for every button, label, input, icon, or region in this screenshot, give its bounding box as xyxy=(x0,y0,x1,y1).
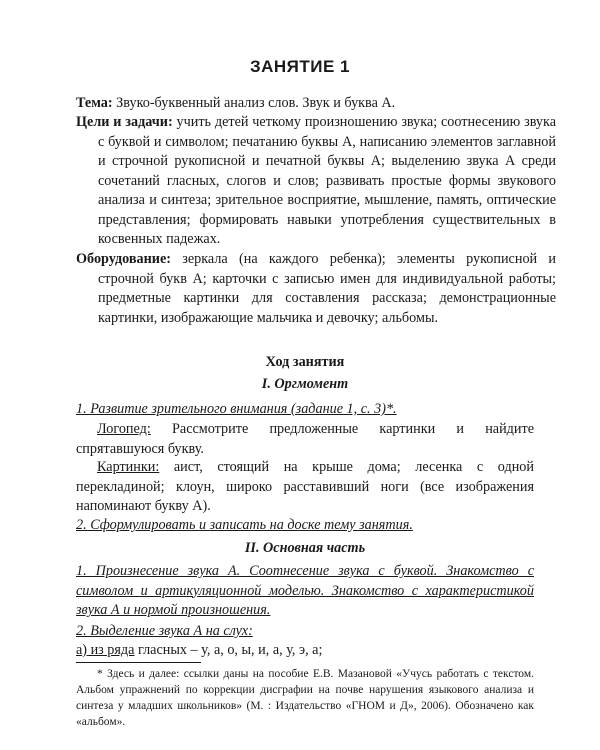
sound-pronunciation-task: 1. Произнесение звука А. Соотнесение звука с буквой. Знакомство с символом и артикуляционной моделью. Знакомство с характеристикой звука А и нормой произношения. xyxy=(76,563,534,618)
goals-label: Цели и задачи: xyxy=(76,114,173,130)
equipment-text: зеркала (на каждого ребенка); элементы рукописной и строчной букв А; карточки с записью имен для индивидуальной работы; предметные картинки для составления рассказа; демонстрационные картинки, изображающие мальчика и девочку; альбомы. xyxy=(98,251,556,326)
topic-paragraph xyxy=(76,94,556,114)
pictures-label: Картинки: xyxy=(97,459,160,475)
equipment-paragraph xyxy=(76,250,556,328)
speech-therapist-text: Рассмотрите предложенные картинки и найдите спрятавшуюся букву. xyxy=(76,421,534,457)
formulate-topic-task: 2. Сформулировать и записать на доске тему занятия. xyxy=(76,517,413,533)
section-2-item-1 xyxy=(76,562,534,621)
pictures-paragraph xyxy=(76,458,534,517)
goals-paragraph xyxy=(76,113,556,250)
section-1-item-2 xyxy=(76,516,534,536)
page-title: ЗАНЯТИЕ 1 xyxy=(249,57,351,76)
footnote-rule xyxy=(76,662,201,663)
visual-attention-task: 1. Развитие зрительного внимания (задание 1, с. 3)*. xyxy=(76,401,397,417)
equipment-label: Оборудование: xyxy=(76,251,171,267)
topic-text: Звуко-буквенный анализ слов. Звук и буква А. xyxy=(112,95,396,111)
sub-item-a xyxy=(76,641,534,661)
section-2-heading: II. Основная часть xyxy=(244,540,366,556)
section-1-heading: I. Оргмомент xyxy=(261,376,349,392)
lesson-heading: Ход занятия xyxy=(265,354,345,370)
sub-item-a-label: а) из ряда xyxy=(76,642,135,658)
topic-label: Тема: xyxy=(76,95,113,111)
sub-item-a-text: гласных – у, а, о, ы, и, а, у, э, а; xyxy=(134,642,323,658)
speech-therapist-paragraph xyxy=(76,420,534,459)
speech-therapist-label: Логопед: xyxy=(97,421,151,437)
section-2-item-2 xyxy=(76,622,534,642)
footnote: * Здесь и далее: ссылки даны на пособие Е.В. Мазановой «Учусь работать с текстом. Альбом упражнений по коррекции дисграфии на почве нарушения языкового анализа и синтеза у младших школьников» (М. : Издательство «ГНОМ и Д», 2006). Обозначено как «альбом». xyxy=(76,668,534,728)
sound-recognition-task: 2. Выделение звука А на слух: xyxy=(76,623,253,639)
section-1-item-1 xyxy=(76,400,534,420)
pictures-text: аист, стоящий на крыше дома; лесенка с одной перекладиной; клоун, широко расставивший ноги (все изображения напоминают букву А). xyxy=(76,459,534,514)
goals-text: учить детей четкому произношению звука; соотнесению звука с буквой и символом; печатанию буквы А, написанию элементов заглавной и строчной рукописной и печатной буквы А; выделению звука А среди сочетаний гласных, слогов и слов; развивать простые формы звукового анализа и синтеза; зрительное восприятие, мышление, память, оптические представления; формировать навыки употребления существительных в косвенных падежах. xyxy=(98,114,556,247)
